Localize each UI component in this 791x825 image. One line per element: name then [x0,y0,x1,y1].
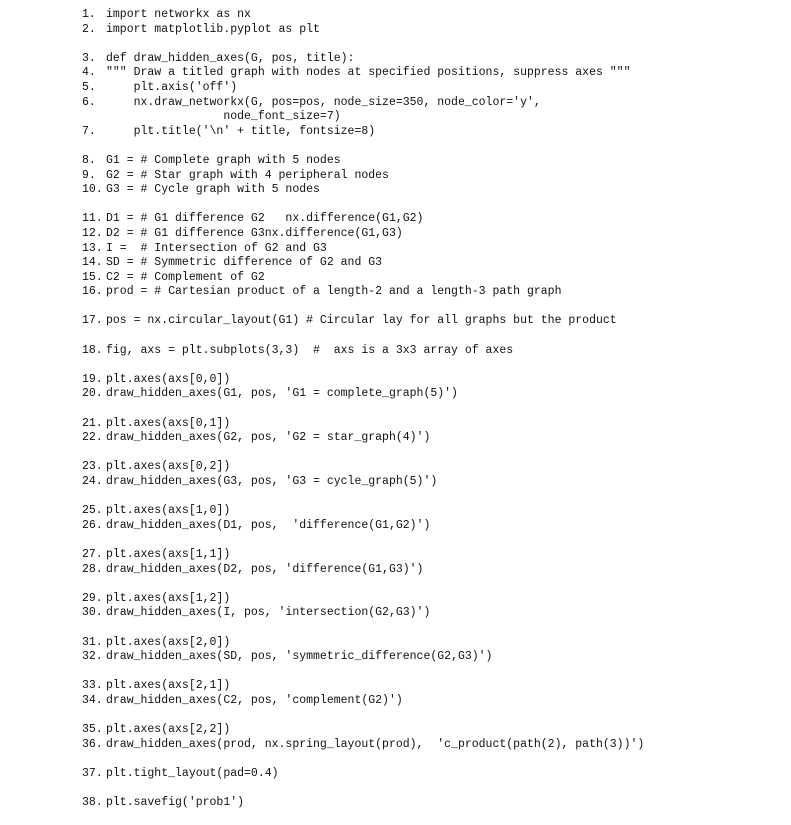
code-text: D2 = # G1 difference G3nx.difference(G1,G3) [106,226,403,240]
blank-line [82,446,644,461]
code-line [82,431,644,446]
blank-line [82,533,644,548]
line-number: 37. [82,766,103,780]
line-number: 1. [82,8,96,21]
line-number: 30. [82,606,103,620]
code-line [82,417,644,432]
line-number: 3. [82,51,96,65]
code-line [82,475,644,490]
blank-line [82,402,644,417]
code-text: plt.axes(axs[2,1]) [106,679,231,693]
code-line [82,314,644,329]
line-number: 17. [82,314,103,328]
code-line [82,110,644,125]
line-number: 33. [82,679,103,693]
line-number: 6. [82,95,96,109]
code-text: G1 = # Complete graph with 5 nodes [106,153,341,167]
code-text: plt.axes(axs[0,1]) [106,416,231,430]
blank-line [82,752,644,767]
code-text: plt.axes(axs[0,0]) [106,372,231,386]
blank-line [82,621,644,636]
code-line [82,66,644,81]
line-number: 5. [82,80,96,94]
line-number: 36. [82,737,103,751]
line-number: 13. [82,241,103,255]
code-text: fig, axs = plt.subplots(3,3) # axs is a 3x3 array of axes [106,343,514,357]
blank-line [82,577,644,592]
code-line [82,227,644,242]
code-text: import matplotlib.pyplot as plt [106,22,320,36]
code-line [82,183,644,198]
code-text: draw_hidden_axes(prod, nx.spring_layout(prod), 'c_product(path(2), path(3))') [106,737,645,751]
code-line [82,81,644,96]
code-line [82,636,644,651]
line-number: 22. [82,431,103,445]
code-line [82,767,644,782]
code-text: plt.axis('off') [106,80,238,94]
code-text: plt.savefig('prob1') [106,796,245,810]
code-text: G2 = # Star graph with 4 peripheral nodes [106,168,389,182]
code-line [82,460,644,475]
line-number: 35. [82,723,103,737]
code-line [82,548,644,563]
code-text: plt.axes(axs[1,1]) [106,547,231,561]
code-line [82,154,644,169]
code-text: SD = # Symmetric difference of G2 and G3 [106,256,383,270]
line-number: 31. [82,635,103,649]
code-line [82,212,644,227]
code-text: I = # Intersection of G2 and G3 [106,241,327,255]
code-text: draw_hidden_axes(SD, pos, 'symmetric_difference(G2,G3)') [106,650,493,664]
code-line [82,271,644,286]
code-text: nx.draw_networkx(G, pos=pos, node_size=350, node_color='y', [106,95,541,109]
line-number: 20. [82,387,103,401]
line-number: 4. [82,66,96,80]
code-text: draw_hidden_axes(G1, pos, 'G1 = complete_graph(5)') [106,387,458,401]
code-line [82,694,644,709]
code-line [82,592,644,607]
blank-line [82,139,644,154]
line-number: 19. [82,372,103,386]
line-number: 21. [82,416,103,430]
code-text: draw_hidden_axes(G3, pos, 'G3 = cycle_graph(5)') [106,475,438,488]
code-line [82,738,644,753]
code-line [82,285,644,300]
code-text: plt.axes(axs[1,2]) [106,591,231,605]
line-number: 26. [82,518,103,532]
code-line [82,606,644,621]
line-number: 24. [82,475,103,488]
code-text: pos = nx.circular_layout(G1) # Circular lay for all graphs but the product [106,314,617,328]
line-number: 16. [82,285,103,299]
code-text: draw_hidden_axes(I, pos, 'intersection(G2,G3)') [106,606,431,620]
code-line [82,23,644,38]
code-text: plt.tight_layout(pad=0.4) [106,766,279,780]
code-line [82,52,644,67]
code-line [82,8,644,23]
line-number: 9. [82,168,96,182]
line-number: 14. [82,256,103,270]
code-text: plt.axes(axs[2,0]) [106,635,231,649]
code-line [82,519,644,534]
code-line [82,563,644,578]
code-text: plt.axes(axs[0,2]) [106,460,231,474]
line-number: 7. [82,124,96,138]
blank-line [82,490,644,505]
blank-line [82,358,644,373]
line-number: 25. [82,504,103,518]
line-number: 32. [82,650,103,664]
code-line [82,504,644,519]
code-line [82,723,644,738]
line-number: 18. [82,343,103,357]
code-text: prod = # Cartesian product of a length-2 and a length-3 path graph [106,285,562,299]
code-line [82,169,644,184]
code-text: plt.axes(axs[2,2]) [106,723,231,737]
code-line [82,796,644,811]
code-text: D1 = # G1 difference G2 nx.difference(G1,G2) [106,212,424,226]
code-line [82,256,644,271]
code-text: C2 = # Complement of G2 [106,270,265,284]
code-listing [82,8,644,811]
code-text: node_font_size=7) [106,110,341,124]
line-number: 8. [82,153,96,167]
code-line [82,344,644,359]
line-number: 2. [82,22,96,36]
code-text: draw_hidden_axes(C2, pos, 'complement(G2)') [106,693,403,707]
code-line [82,650,644,665]
code-line [82,679,644,694]
blank-line [82,781,644,796]
blank-line [82,709,644,724]
line-number: 28. [82,562,103,576]
blank-line [82,329,644,344]
line-number: 11. [82,212,103,226]
blank-line [82,37,644,52]
code-text: plt.title('\n' + title, fontsize=8) [106,124,376,138]
code-text: draw_hidden_axes(G2, pos, 'G2 = star_graph(4)') [106,431,431,445]
line-number: 23. [82,460,103,474]
code-text: plt.axes(axs[1,0]) [106,504,231,518]
code-line [82,125,644,140]
blank-line [82,198,644,213]
line-number: 38. [82,796,103,810]
code-text: def draw_hidden_axes(G, pos, title): [106,51,355,65]
code-text: draw_hidden_axes(D1, pos, 'difference(G1,G2)') [106,518,431,532]
code-line [82,373,644,388]
blank-line [82,665,644,680]
line-number: 15. [82,270,103,284]
code-line [82,96,644,111]
blank-line [82,300,644,315]
code-text: draw_hidden_axes(D2, pos, 'difference(G1,G3)') [106,562,424,576]
code-text: """ Draw a titled graph with nodes at specified positions, suppress axes """ [106,66,631,80]
line-number: 34. [82,693,103,707]
code-line [82,387,644,402]
line-number: 27. [82,547,103,561]
code-text: import networkx as nx [106,8,251,21]
line-number: 12. [82,226,103,240]
line-number: 29. [82,591,103,605]
code-text: G3 = # Cycle graph with 5 nodes [106,183,320,197]
code-line [82,242,644,257]
line-number: 10. [82,183,103,197]
